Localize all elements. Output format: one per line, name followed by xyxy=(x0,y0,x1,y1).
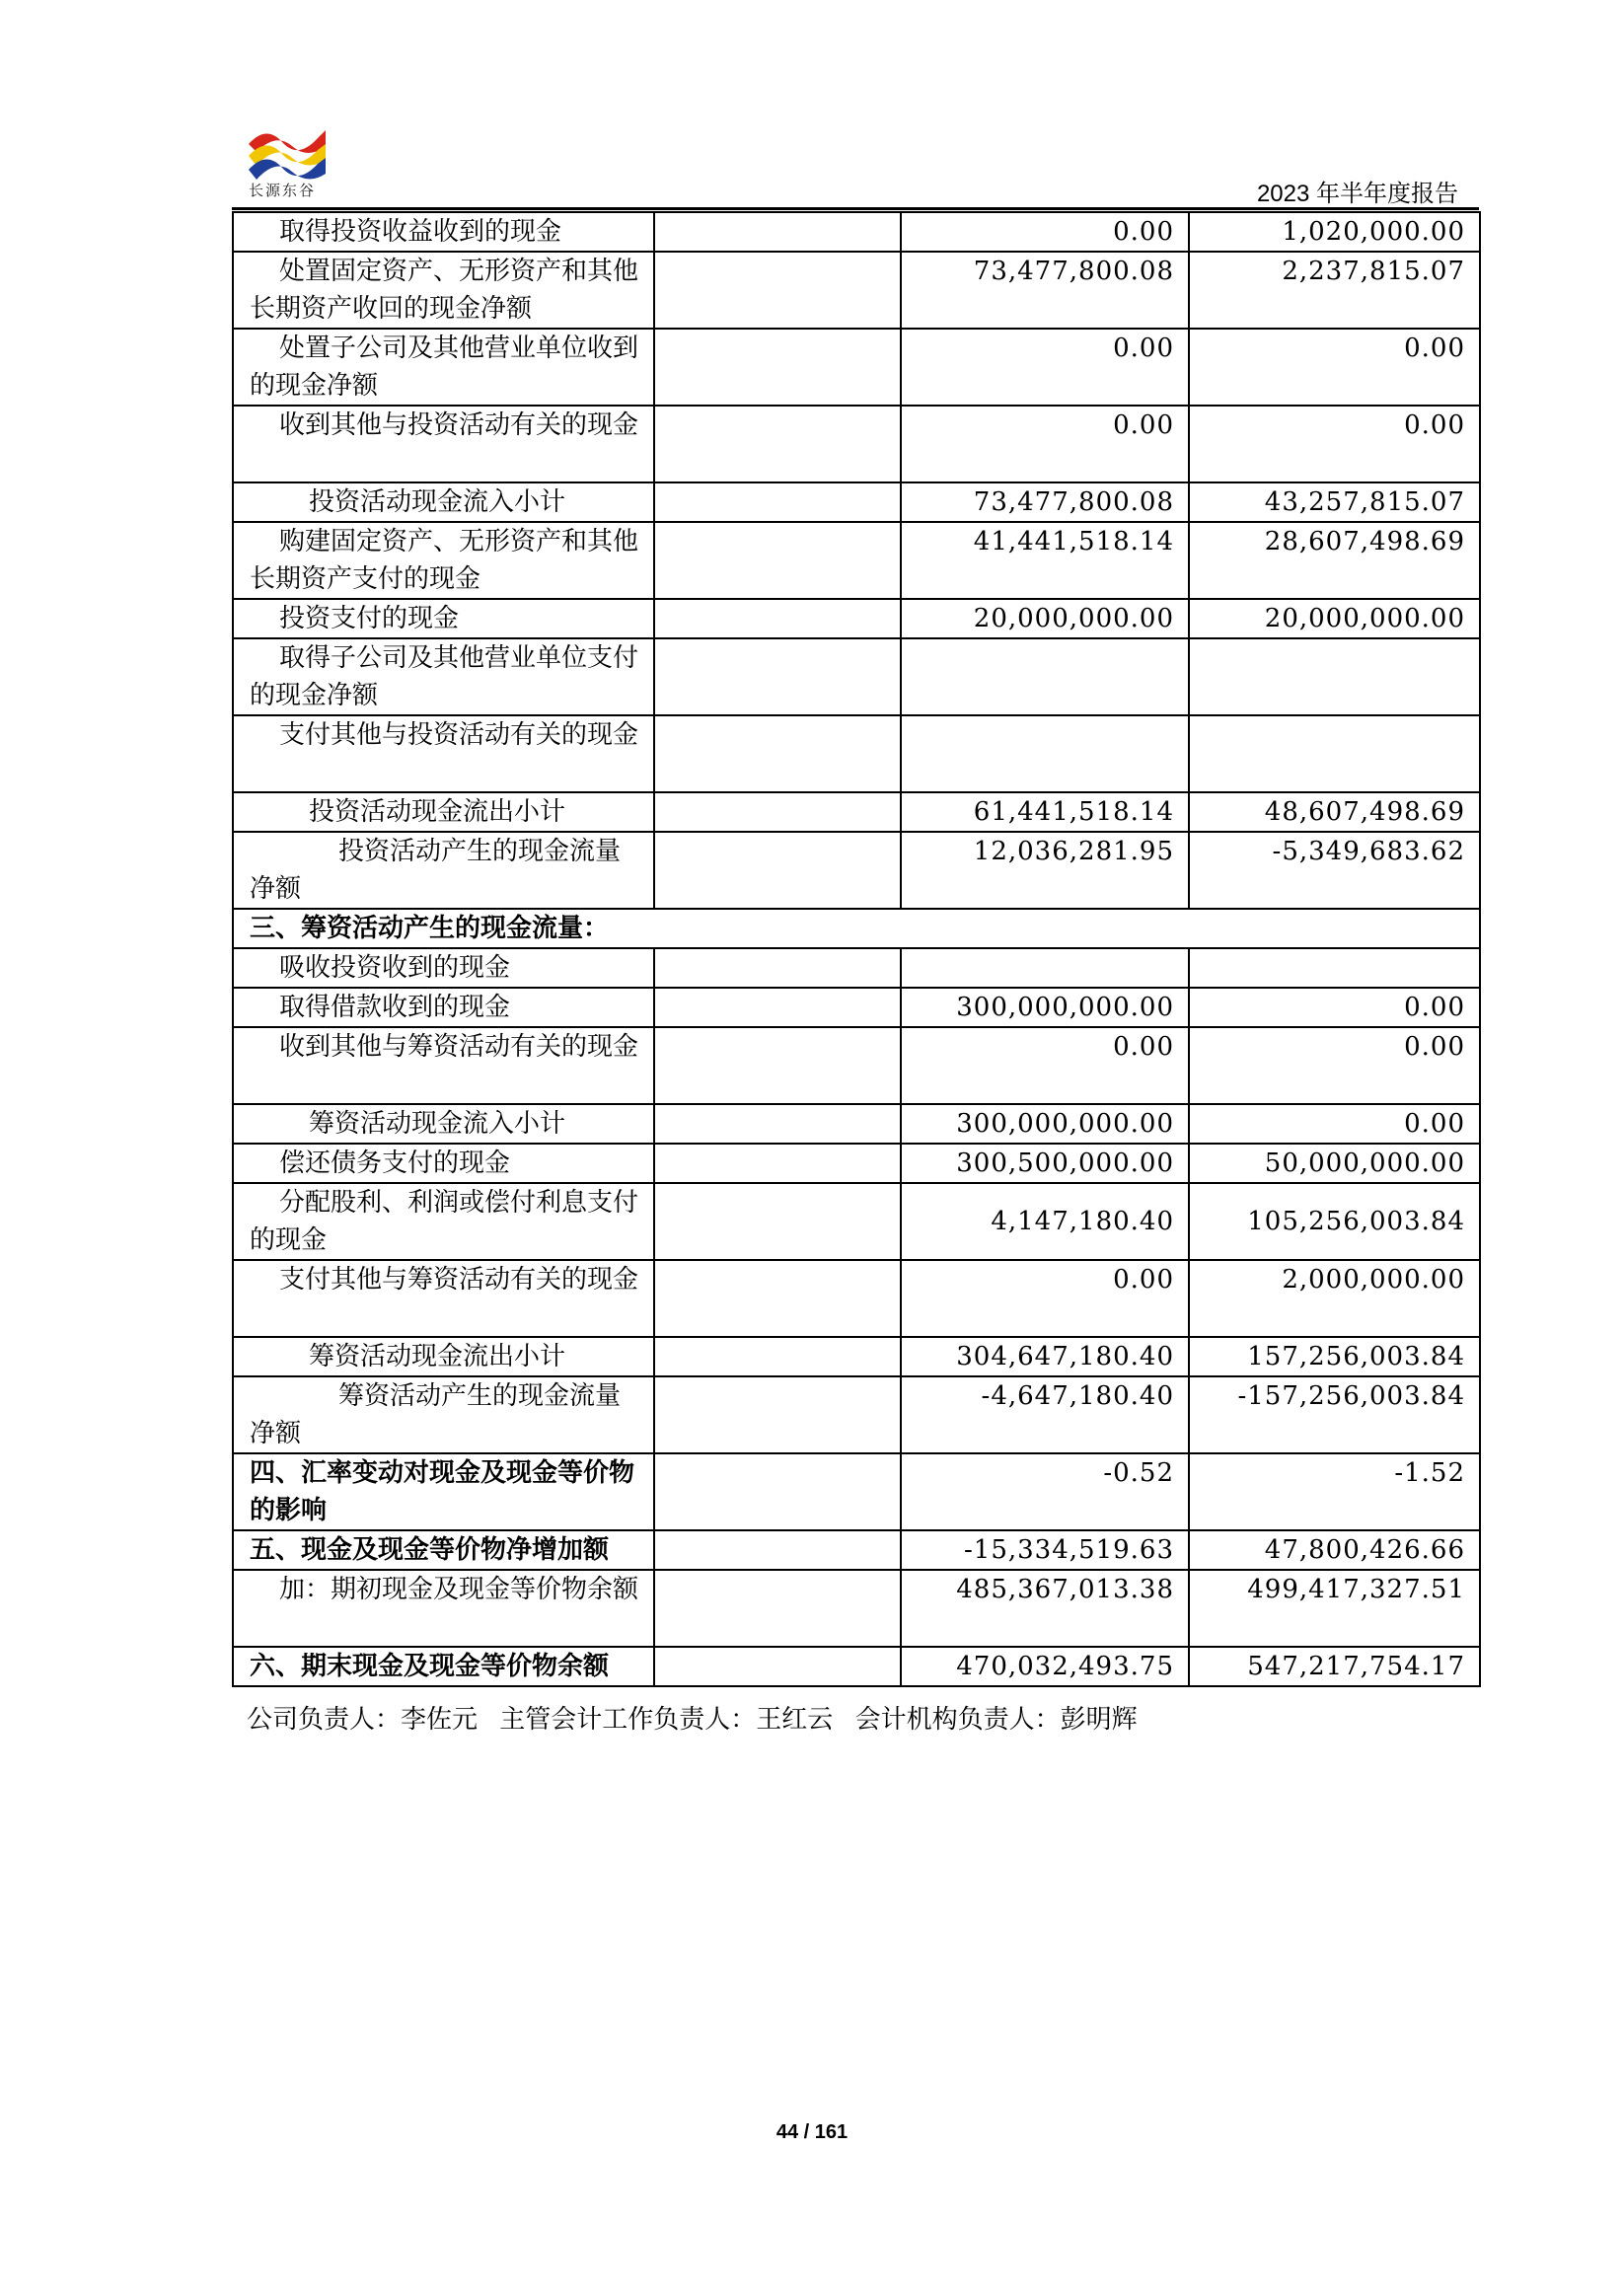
header-rule xyxy=(232,207,1479,210)
table-row xyxy=(233,329,1480,406)
row-label: 投资支付的现金 xyxy=(233,599,654,638)
page-number: 44 / 161 xyxy=(775,2121,849,2143)
current-period-value xyxy=(901,715,1189,792)
prior-period-value: 547,217,754.17 xyxy=(1189,1647,1480,1686)
note-cell xyxy=(654,1337,901,1376)
table-row xyxy=(233,1453,1480,1530)
company-head: 公司负责人：李佐元 xyxy=(247,1705,479,1735)
table-row xyxy=(233,988,1480,1027)
note-cell xyxy=(654,212,901,252)
note-cell xyxy=(654,1027,901,1104)
row-label: 吸收投资收到的现金 xyxy=(233,948,654,988)
table-row xyxy=(233,406,1480,482)
prior-period-value: 48,607,498.69 xyxy=(1189,792,1480,832)
current-period-value: -4,647,180.40 xyxy=(901,1376,1189,1453)
row-label: 处置子公司及其他营业单位收到的现金净额 xyxy=(233,329,654,406)
note-cell xyxy=(654,1104,901,1144)
current-period-value: 0.00 xyxy=(901,406,1189,482)
current-period-value: 41,441,518.14 xyxy=(901,522,1189,599)
note-cell xyxy=(654,988,901,1027)
note-cell xyxy=(654,252,901,329)
table-row xyxy=(233,832,1480,909)
table-row xyxy=(233,792,1480,832)
row-label: 取得投资收益收到的现金 xyxy=(233,212,654,252)
row-label: 筹资活动现金流出小计 xyxy=(233,1337,654,1376)
prior-period-value: 2,000,000.00 xyxy=(1189,1260,1480,1337)
note-cell xyxy=(654,482,901,522)
accounting-org-head: 会计机构负责人：彭明辉 xyxy=(854,1705,1138,1735)
row-label: 偿还债务支付的现金 xyxy=(233,1144,654,1183)
note-cell xyxy=(654,1376,901,1453)
table-row xyxy=(233,715,1480,792)
section-row xyxy=(233,909,1480,948)
prior-period-value: 0.00 xyxy=(1189,329,1480,406)
prior-period-value: 28,607,498.69 xyxy=(1189,522,1480,599)
note-cell xyxy=(654,792,901,832)
row-label: 分配股利、利润或偿付利息支付的现金 xyxy=(233,1183,654,1260)
note-cell xyxy=(654,1144,901,1183)
note-cell xyxy=(654,1570,901,1647)
table-row xyxy=(233,1144,1480,1183)
table-row xyxy=(233,522,1480,599)
note-cell xyxy=(654,406,901,482)
note-cell xyxy=(654,522,901,599)
prior-period-value: 20,000,000.00 xyxy=(1189,599,1480,638)
table-row xyxy=(233,252,1480,329)
row-label: 投资活动产生的现金流量净额 xyxy=(233,832,654,909)
row-label: 六、期末现金及现金等价物余额 xyxy=(233,1647,654,1686)
prior-period-value: 47,800,426.66 xyxy=(1189,1530,1480,1570)
prior-period-value xyxy=(1189,638,1480,715)
current-period-value: -15,334,519.63 xyxy=(901,1530,1189,1570)
note-cell xyxy=(654,329,901,406)
table-row xyxy=(233,948,1480,988)
table-row xyxy=(233,599,1480,638)
table-row xyxy=(233,1027,1480,1104)
prior-period-value: 499,417,327.51 xyxy=(1189,1570,1480,1647)
row-label: 取得借款收到的现金 xyxy=(233,988,654,1027)
prior-period-value: 0.00 xyxy=(1189,988,1480,1027)
report-title: 2023 年半年度报告 xyxy=(1256,181,1458,207)
note-cell xyxy=(654,1260,901,1337)
prior-period-value: 50,000,000.00 xyxy=(1189,1144,1480,1183)
current-period-value: 300,000,000.00 xyxy=(901,1104,1189,1144)
current-period-value xyxy=(901,948,1189,988)
row-label: 加：期初现金及现金等价物余额 xyxy=(233,1570,654,1647)
prior-period-value xyxy=(1189,948,1480,988)
prior-period-value: 0.00 xyxy=(1189,1027,1480,1104)
table-row xyxy=(233,1104,1480,1144)
row-label: 取得子公司及其他营业单位支付的现金净额 xyxy=(233,638,654,715)
current-period-value xyxy=(901,638,1189,715)
prior-period-value: 105,256,003.84 xyxy=(1189,1183,1480,1260)
logo-text: 长源东谷 xyxy=(249,182,317,199)
table-row xyxy=(233,638,1480,715)
row-label: 支付其他与投资活动有关的现金 xyxy=(233,715,654,792)
current-period-value: 0.00 xyxy=(901,1260,1189,1337)
table-row xyxy=(233,1570,1480,1647)
current-period-value: 0.00 xyxy=(901,329,1189,406)
prior-period-value xyxy=(1189,715,1480,792)
prior-period-value: 157,256,003.84 xyxy=(1189,1337,1480,1376)
current-period-value: 12,036,281.95 xyxy=(901,832,1189,909)
current-period-value: 61,441,518.14 xyxy=(901,792,1189,832)
current-period-value: 300,000,000.00 xyxy=(901,988,1189,1027)
prior-period-value: 0.00 xyxy=(1189,406,1480,482)
row-label: 投资活动现金流出小计 xyxy=(233,792,654,832)
row-label: 购建固定资产、无形资产和其他长期资产支付的现金 xyxy=(233,522,654,599)
row-label: 支付其他与筹资活动有关的现金 xyxy=(233,1260,654,1337)
current-period-value: 4,147,180.40 xyxy=(901,1183,1189,1260)
row-label: 收到其他与投资活动有关的现金 xyxy=(233,406,654,482)
note-cell xyxy=(654,1530,901,1570)
table-row xyxy=(233,1260,1480,1337)
prior-period-value: -1.52 xyxy=(1189,1453,1480,1530)
table-row xyxy=(233,212,1480,252)
row-label: 筹资活动产生的现金流量净额 xyxy=(233,1376,654,1453)
table-row xyxy=(233,1376,1480,1453)
row-label: 五、现金及现金等价物净增加额 xyxy=(233,1530,654,1570)
table-row xyxy=(233,1647,1480,1686)
note-cell xyxy=(654,832,901,909)
row-label: 处置固定资产、无形资产和其他长期资产收回的现金净额 xyxy=(233,252,654,329)
current-period-value: 485,367,013.38 xyxy=(901,1570,1189,1647)
table-row xyxy=(233,1183,1480,1260)
current-period-value: 73,477,800.08 xyxy=(901,252,1189,329)
signatories-line xyxy=(247,1699,1151,1736)
note-cell xyxy=(654,1183,901,1260)
cash-flow-table xyxy=(232,211,1481,1687)
prior-period-value: -5,349,683.62 xyxy=(1189,832,1480,909)
prior-period-value: 1,020,000.00 xyxy=(1189,212,1480,252)
current-period-value: 300,500,000.00 xyxy=(901,1144,1189,1183)
current-period-value: 20,000,000.00 xyxy=(901,599,1189,638)
note-cell xyxy=(654,1647,901,1686)
row-label: 收到其他与筹资活动有关的现金 xyxy=(233,1027,654,1104)
prior-period-value: 0.00 xyxy=(1189,1104,1480,1144)
current-period-value: 73,477,800.08 xyxy=(901,482,1189,522)
note-cell xyxy=(654,1453,901,1530)
accounting-head: 主管会计工作负责人：王红云 xyxy=(499,1705,834,1735)
current-period-value: 0.00 xyxy=(901,212,1189,252)
current-period-value: 304,647,180.40 xyxy=(901,1337,1189,1376)
current-period-value: 470,032,493.75 xyxy=(901,1647,1189,1686)
prior-period-value: 43,257,815.07 xyxy=(1189,482,1480,522)
prior-period-value: 2,237,815.07 xyxy=(1189,252,1480,329)
table-row xyxy=(233,482,1480,522)
row-label: 投资活动现金流入小计 xyxy=(233,482,654,522)
note-cell xyxy=(654,638,901,715)
row-label: 四、汇率变动对现金及现金等价物的影响 xyxy=(233,1453,654,1530)
note-cell xyxy=(654,599,901,638)
note-cell xyxy=(654,948,901,988)
current-period-value: 0.00 xyxy=(901,1027,1189,1104)
current-period-value: -0.52 xyxy=(901,1453,1189,1530)
note-cell xyxy=(654,715,901,792)
table-row xyxy=(233,1337,1480,1376)
section-heading: 三、筹资活动产生的现金流量： xyxy=(233,909,1480,948)
table-row xyxy=(233,1530,1480,1570)
row-label: 筹资活动现金流入小计 xyxy=(233,1104,654,1144)
prior-period-value: -157,256,003.84 xyxy=(1189,1376,1480,1453)
